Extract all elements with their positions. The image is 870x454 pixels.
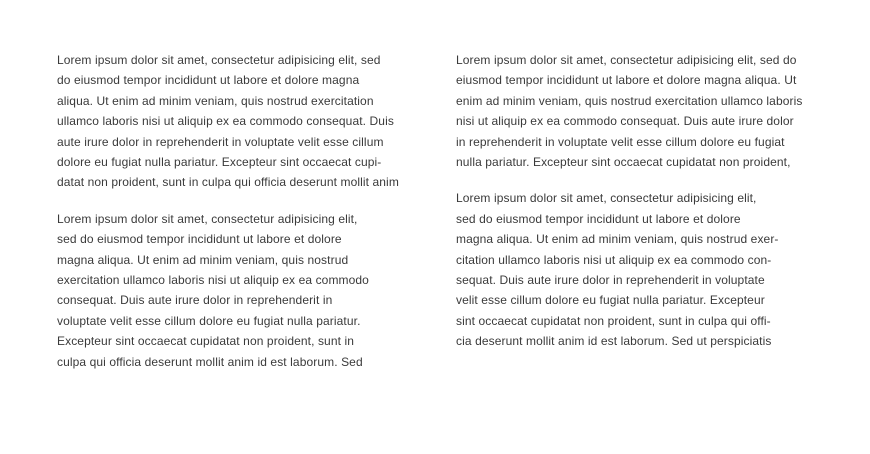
right-paragraph-2	[456, 188, 816, 351]
text-line: ullamco laboris nisi ut aliquip ex ea commodo consequat. Duis	[57, 114, 394, 129]
text-line: eiusmod tempor incididunt ut labore et dolore magna aliqua. Ut	[456, 73, 797, 88]
text-line: sed do eiusmod tempor incididunt ut labore et dolore	[456, 211, 741, 226]
text-line: culpa qui officia deserunt mollit anim id est laborum. Sed	[57, 354, 363, 369]
text-line: do eiusmod tempor incididunt ut labore et dolore magna	[57, 73, 360, 88]
text-line: sint occaecat cupidatat non proident, sunt in culpa qui offi-	[456, 313, 771, 328]
text-line: aute irure dolor in reprehenderit in voluptate velit esse cillum	[57, 134, 384, 149]
text-line: in reprehenderit in voluptate velit esse cillum dolore eu fugiat	[456, 134, 785, 149]
text-line: Lorem ipsum dolor sit amet, consectetur adipisicing elit, sed do	[456, 53, 797, 67]
text-line: citation ullamco laboris nisi ut aliquip ex ea commodo con-	[456, 252, 772, 267]
text-line: magna aliqua. Ut enim ad minim veniam, quis nostrud	[57, 252, 349, 267]
text-line: aliqua. Ut enim ad minim veniam, quis nostrud exercitation	[57, 93, 374, 108]
text-line: datat non proident, sunt in culpa qui officia deserunt mollit anim	[57, 175, 399, 190]
text-line: Lorem ipsum dolor sit amet, consectetur adipisicing elit,	[57, 211, 358, 226]
text-line: magna aliqua. Ut enim ad minim veniam, quis nostrud exer-	[456, 232, 779, 247]
text-line: Lorem ipsum dolor sit amet, consectetur adipisicing elit, sed	[57, 53, 381, 67]
text-line: sed do eiusmod tempor incididunt ut labore et dolore	[57, 232, 342, 247]
text-line: nulla pariatur. Excepteur sint occaecat cupidatat non proident,	[456, 155, 791, 170]
text-line: enim ad minim veniam, quis nostrud exercitation ullamco laboris	[456, 93, 803, 108]
text-line: Lorem ipsum dolor sit amet, consectetur adipisicing elit,	[456, 191, 757, 206]
left-text-column	[57, 50, 417, 372]
right-paragraph-1	[456, 50, 816, 172]
text-line: dolore eu fugiat nulla pariatur. Excepteur sint occaecat cupi-	[57, 155, 382, 170]
text-line: cia deserunt mollit anim id est laborum. Sed ut perspiciatis	[456, 334, 772, 349]
text-line: sequat. Duis aute irure dolor in reprehenderit in voluptate	[456, 273, 765, 288]
text-line: Excepteur sint occaecat cupidatat non proident, sunt in	[57, 334, 355, 349]
left-paragraph-1	[57, 50, 417, 193]
right-text-column	[456, 50, 816, 352]
text-line: voluptate velit esse cillum dolore eu fugiat nulla pariatur.	[57, 313, 361, 328]
text-line: exercitation ullamco laboris nisi ut aliquip ex ea commodo	[57, 273, 369, 288]
text-line: consequat. Duis aute irure dolor in reprehenderit in	[57, 293, 333, 308]
text-line: velit esse cillum dolore eu fugiat nulla pariatur. Excepteur	[456, 293, 765, 308]
text-line: nisi ut aliquip ex ea commodo consequat. Duis aute irure dolor	[456, 114, 794, 129]
left-paragraph-2	[57, 209, 417, 372]
